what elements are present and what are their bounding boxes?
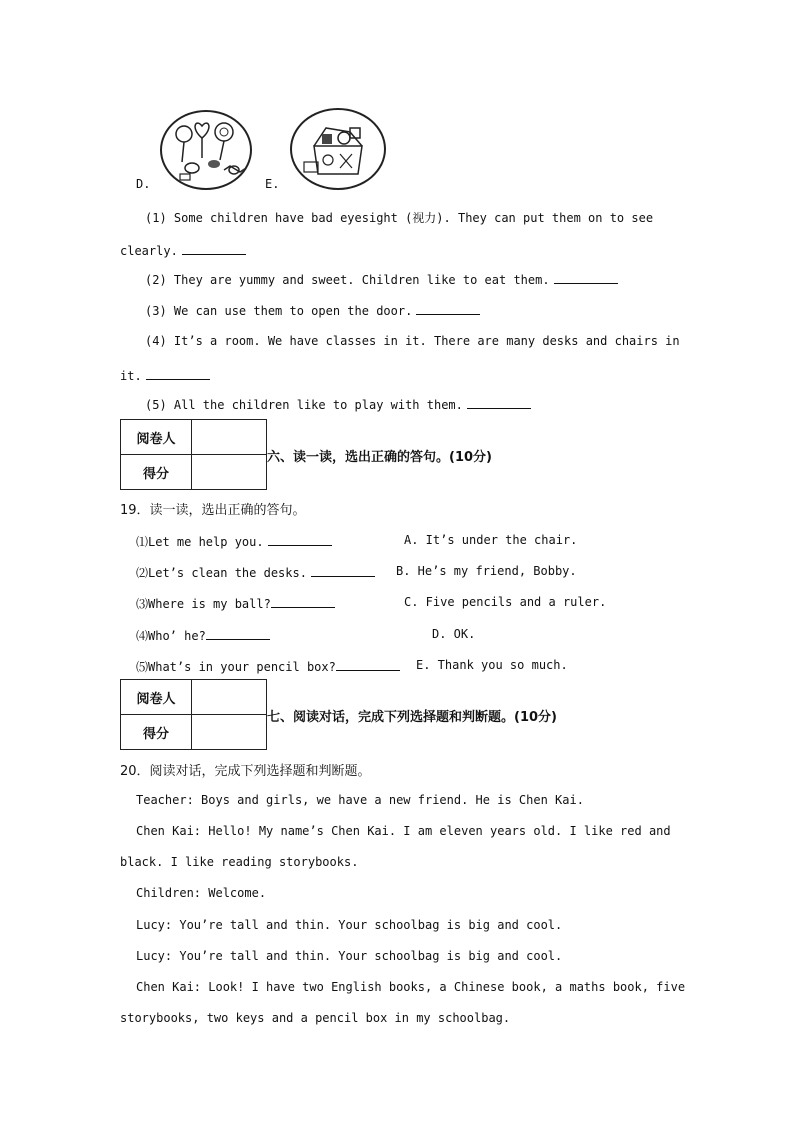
q19-answer-d: D. OK. [432, 627, 476, 641]
answer-blank[interactable] [146, 367, 210, 380]
question-19-title: 19．读一读，选出正确的答句。 [120, 503, 306, 518]
score-label: 得分 [121, 715, 192, 750]
match-item-5: (5) All the children like to play with them. [145, 396, 531, 412]
question-20-title: 20．阅读对话，完成下列选择题和判断题。 [120, 764, 371, 779]
q19-question-1: ⑴Let me help you. [136, 533, 332, 550]
q19-answer-c: C. Five pencils and a ruler. [404, 595, 607, 609]
q19-answer-b: B. He’s my friend, Bobby. [396, 564, 577, 578]
score-cell[interactable] [192, 455, 267, 490]
answer-blank[interactable] [336, 658, 400, 671]
dialogue-line: Chen Kai: Look! I have two English books, a Chinese book, a maths book, five [136, 980, 686, 994]
dialogue-line: black. I like reading storybooks. [120, 855, 359, 869]
dialogue-line: Teacher: Boys and girls, we have a new friend. He is Chen Kai. [136, 793, 584, 807]
match-item-4: (4) It’s a room. We have classes in it. There are many desks and chairs in [145, 334, 680, 348]
score-label: 得分 [121, 455, 192, 490]
sweets-picture [160, 110, 252, 190]
sweets-icon [162, 112, 250, 188]
toybox-picture [290, 108, 386, 190]
answer-blank[interactable] [206, 627, 270, 640]
q19-question-3: ⑶Where is my ball? [136, 595, 335, 612]
dialogue-line: storybooks, two keys and a pencil box in my schoolbag. [120, 1011, 511, 1025]
q19-question-4: ⑷Who’ he? [136, 627, 270, 644]
dialogue-line: Lucy: You’re tall and thin. Your schoolbag is big and cool. [136, 918, 563, 932]
answer-blank[interactable] [554, 271, 618, 284]
score-box-section7 [120, 679, 267, 750]
picture-label-e: E. [265, 177, 280, 191]
answer-blank[interactable] [268, 533, 332, 546]
q19-question-5: ⑸What’s in your pencil box? [136, 658, 400, 675]
match-item-3: (3) We can use them to open the door. [145, 302, 480, 318]
reviewer-cell[interactable] [192, 420, 267, 455]
toybox-icon [292, 110, 384, 188]
match-item-1: (1) Some children have bad eyesight (视力). They can put them on to see [145, 211, 654, 225]
dialogue-line: Lucy: You’re tall and thin. Your schoolbag is big and cool. [136, 949, 563, 963]
reviewer-cell[interactable] [192, 680, 267, 715]
picture-label-d: D. [136, 177, 151, 191]
reviewer-label: 阅卷人 [121, 420, 192, 455]
reviewer-label: 阅卷人 [121, 680, 192, 715]
section6-title: 六、读一读，选出正确的答句。(10分) [267, 450, 492, 465]
q19-question-2: ⑵Let’s clean the desks. [136, 564, 375, 581]
match-item-4-cont: it. [120, 367, 210, 383]
answer-blank[interactable] [182, 242, 246, 255]
answer-blank[interactable] [467, 396, 531, 409]
q19-answer-a: A. It’s under the chair. [404, 533, 578, 547]
match-item-1-cont: clearly. [120, 242, 246, 258]
q19-answer-e: E. Thank you so much. [416, 658, 568, 672]
dialogue-line: Chen Kai: Hello! My name’s Chen Kai. I am eleven years old. I like red and [136, 824, 671, 838]
answer-blank[interactable] [416, 302, 480, 315]
answer-blank[interactable] [271, 595, 335, 608]
score-box-section6 [120, 419, 267, 490]
match-item-2: (2) They are yummy and sweet. Children like to eat them. [145, 271, 618, 287]
score-cell[interactable] [192, 715, 267, 750]
section7-title: 七、阅读对话，完成下列选择题和判断题。(10分) [267, 710, 557, 725]
answer-blank[interactable] [311, 564, 375, 577]
dialogue-line: Children: Welcome. [136, 886, 267, 900]
